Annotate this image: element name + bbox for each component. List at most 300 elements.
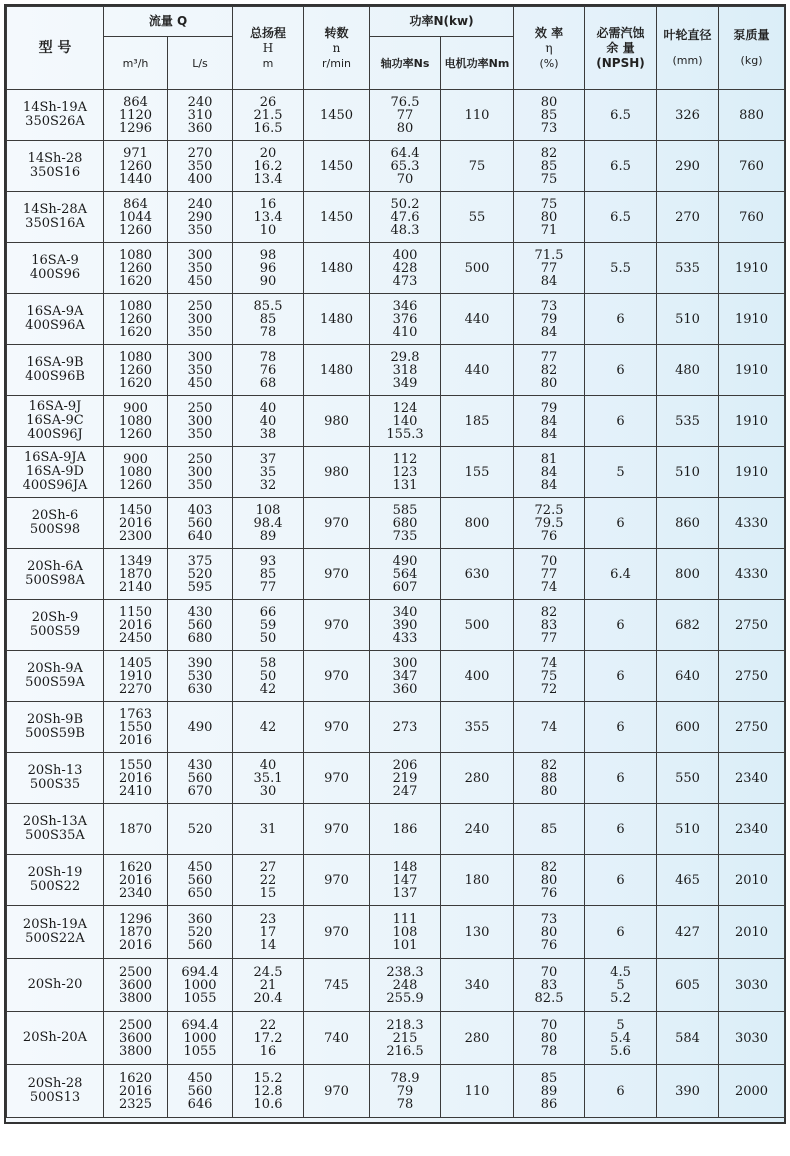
motor-power-cell: 280 — [441, 753, 514, 804]
header-mass: 泵质量 (kg) — [719, 7, 785, 90]
motor-power-cell: 75 — [441, 141, 514, 192]
header-power-motor: 电机功率Nm — [441, 37, 514, 90]
table-row — [7, 855, 785, 906]
flow-ls-value: 595 — [187, 579, 213, 595]
efficiency-cell — [514, 600, 585, 651]
efficiency-cell — [514, 549, 585, 600]
flow-m3h-cell — [104, 345, 168, 396]
npsh-cell — [585, 1065, 657, 1118]
model-value: 20Sh-13A — [22, 814, 88, 829]
flow-ls-value: 490 — [187, 719, 213, 735]
mass-cell: 1910 — [719, 243, 785, 294]
efficiency-value: 80 — [540, 783, 558, 799]
model-value: 400S96A — [25, 318, 85, 333]
flow-ls-value: 694.4 — [181, 1017, 219, 1033]
head-cell — [233, 1012, 304, 1065]
shaft-power-value: 218.3 — [386, 1017, 424, 1033]
table-row — [7, 345, 785, 396]
head-cell — [233, 345, 304, 396]
table-row — [7, 549, 785, 600]
flow-ls-cell — [168, 192, 233, 243]
npsh-cell — [585, 753, 657, 804]
impeller-cell: 535 — [657, 396, 719, 447]
npsh-cell — [585, 498, 657, 549]
model-cell — [7, 1065, 104, 1118]
flow-ls-cell — [168, 906, 233, 959]
model-value: 16SA-9B — [26, 355, 84, 370]
head-value: 22 — [259, 1017, 277, 1033]
head-value: 38 — [259, 426, 277, 442]
model-value: 500S59B — [25, 726, 85, 741]
model-value: 14Sh-28A — [22, 202, 88, 217]
model-cell — [7, 294, 104, 345]
flow-ls-value: 520 — [187, 821, 213, 837]
flow-ls-cell — [168, 549, 233, 600]
flow-ls-value: 1055 — [183, 990, 217, 1006]
head-value: 77 — [259, 579, 277, 595]
flow-ls-cell — [168, 345, 233, 396]
head-value: 16 — [259, 1043, 277, 1059]
header-npsh: 必需汽蚀 余 量 (NPSH) — [585, 7, 657, 90]
head-cell — [233, 1065, 304, 1118]
head-value: 68 — [259, 375, 277, 391]
mass-cell: 1910 — [719, 447, 785, 498]
efficiency-value: 84 — [540, 273, 558, 289]
shaft-power-value: 428 — [392, 260, 418, 276]
shaft-power-cell — [370, 600, 441, 651]
head-value: 58 — [259, 655, 277, 671]
head-value: 31 — [259, 821, 277, 837]
head-value: 85 — [259, 311, 277, 327]
head-value: 17.2 — [253, 1030, 283, 1046]
impeller-cell: 326 — [657, 90, 719, 141]
flow-m3h-value: 1044 — [118, 209, 153, 225]
model-value: 400S96B — [25, 369, 85, 384]
head-value: 10 — [259, 222, 277, 238]
flow-m3h-cell — [104, 753, 168, 804]
flow-m3h-value: 2500 — [118, 1017, 153, 1033]
flow-ls-value: 1055 — [183, 1043, 217, 1059]
npsh-value: 6 — [616, 821, 625, 837]
shaft-power-value: 186 — [392, 821, 418, 837]
mass-cell: 1910 — [719, 294, 785, 345]
npsh-cell — [585, 192, 657, 243]
head-value: 85.5 — [253, 298, 283, 314]
npsh-value: 6.5 — [610, 107, 631, 123]
head-value: 85 — [259, 566, 277, 582]
head-value: 17 — [259, 924, 277, 940]
flow-ls-value: 270 — [187, 145, 213, 161]
flow-ls-value: 240 — [187, 196, 213, 212]
impeller-cell: 290 — [657, 141, 719, 192]
head-cell — [233, 396, 304, 447]
flow-m3h-value: 1550 — [118, 757, 153, 773]
efficiency-value: 73 — [540, 120, 558, 136]
mass-cell: 2750 — [719, 600, 785, 651]
shaft-power-value: 147 — [392, 872, 418, 888]
shaft-power-value: 123 — [392, 464, 418, 480]
efficiency-value: 79.5 — [534, 515, 564, 531]
flow-ls-cell — [168, 651, 233, 702]
flow-m3h-value: 2016 — [118, 617, 153, 633]
flow-m3h-value: 1620 — [118, 859, 153, 875]
shaft-power-cell — [370, 1012, 441, 1065]
model-cell — [7, 804, 104, 855]
shaft-power-value: 108 — [392, 924, 418, 940]
header-power: 功率N(kw) — [370, 7, 514, 37]
head-cell — [233, 804, 304, 855]
flow-ls-value: 300 — [187, 464, 213, 480]
model-value: 16SA-9A — [26, 304, 84, 319]
efficiency-value: 85 — [540, 1070, 558, 1086]
flow-m3h-value: 2016 — [118, 732, 153, 748]
model-value: 20Sh-9B — [26, 712, 84, 727]
flow-m3h-cell — [104, 141, 168, 192]
head-value: 40 — [259, 757, 277, 773]
mass-cell: 4330 — [719, 498, 785, 549]
flow-ls-value: 300 — [187, 311, 213, 327]
flow-ls-cell — [168, 396, 233, 447]
impeller-cell: 605 — [657, 959, 719, 1012]
shaft-power-cell — [370, 549, 441, 600]
flow-m3h-value: 900 — [123, 451, 148, 467]
head-value: 108 — [255, 502, 281, 518]
shaft-power-value: 101 — [392, 937, 418, 953]
speed-cell: 970 — [304, 651, 370, 702]
npsh-value: 6 — [616, 719, 625, 735]
flow-m3h-value: 3800 — [118, 990, 153, 1006]
shaft-power-value: 70 — [396, 171, 414, 187]
flow-m3h-value: 1550 — [118, 719, 153, 735]
impeller-cell: 550 — [657, 753, 719, 804]
shaft-power-value: 47.6 — [390, 209, 420, 225]
shaft-power-cell — [370, 651, 441, 702]
efficiency-value: 74 — [540, 719, 558, 735]
efficiency-value: 88 — [540, 770, 558, 786]
head-cell — [233, 753, 304, 804]
table-row — [7, 192, 785, 243]
shaft-power-cell — [370, 959, 441, 1012]
table-row — [7, 294, 785, 345]
flow-ls-value: 250 — [187, 451, 213, 467]
npsh-cell — [585, 651, 657, 702]
flow-ls-value: 360 — [187, 120, 213, 136]
shaft-power-value: 255.9 — [386, 990, 424, 1006]
shaft-power-value: 390 — [392, 617, 418, 633]
efficiency-value: 76 — [540, 937, 558, 953]
head-value: 40 — [259, 413, 277, 429]
flow-m3h-cell — [104, 447, 168, 498]
head-cell — [233, 959, 304, 1012]
flow-m3h-value: 1080 — [118, 349, 153, 365]
flow-ls-value: 640 — [187, 528, 213, 544]
shaft-power-value: 77 — [396, 107, 414, 123]
efficiency-value: 74 — [540, 579, 558, 595]
npsh-cell — [585, 906, 657, 959]
impeller-cell: 510 — [657, 294, 719, 345]
speed-cell: 970 — [304, 1065, 370, 1118]
flow-ls-value: 560 — [187, 937, 213, 953]
table-row — [7, 702, 785, 753]
flow-ls-value: 1000 — [183, 1030, 217, 1046]
shaft-power-value: 247 — [392, 783, 418, 799]
model-value: 14Sh-19A — [22, 100, 88, 115]
flow-ls-cell — [168, 90, 233, 141]
head-value: 32 — [259, 477, 277, 493]
model-value: 20Sh-9A — [27, 661, 83, 676]
efficiency-value: 83 — [540, 617, 558, 633]
mass-cell: 2340 — [719, 804, 785, 855]
npsh-value: 6 — [616, 515, 625, 531]
flow-ls-value: 240 — [187, 94, 213, 110]
shaft-power-value: 50.2 — [390, 196, 420, 212]
flow-m3h-value: 2140 — [118, 579, 153, 595]
head-value: 23 — [259, 911, 277, 927]
flow-ls-value: 646 — [187, 1096, 213, 1112]
efficiency-cell — [514, 447, 585, 498]
flow-m3h-value: 1080 — [118, 247, 153, 263]
shaft-power-value: 433 — [392, 630, 418, 646]
flow-m3h-value: 1620 — [118, 324, 153, 340]
efficiency-cell — [514, 702, 585, 753]
flow-m3h-value: 1870 — [118, 566, 153, 582]
head-cell — [233, 447, 304, 498]
impeller-cell: 480 — [657, 345, 719, 396]
efficiency-value: 70 — [540, 553, 558, 569]
flow-m3h-value: 864 — [123, 94, 148, 110]
npsh-value: 6 — [616, 413, 625, 429]
speed-cell: 970 — [304, 702, 370, 753]
model-value: 400S96 — [29, 267, 81, 282]
mass-cell: 2010 — [719, 906, 785, 959]
npsh-cell — [585, 396, 657, 447]
impeller-cell: 270 — [657, 192, 719, 243]
model-value: 350S26A — [25, 114, 85, 129]
impeller-cell: 600 — [657, 702, 719, 753]
head-cell — [233, 192, 304, 243]
head-value: 10.6 — [253, 1096, 283, 1112]
efficiency-cell — [514, 90, 585, 141]
npsh-value: 5 — [616, 977, 625, 993]
model-value: 500S22A — [25, 931, 85, 946]
efficiency-cell — [514, 959, 585, 1012]
model-value: 20Sh-20 — [27, 977, 83, 992]
flow-ls-value: 430 — [187, 604, 213, 620]
npsh-cell — [585, 141, 657, 192]
npsh-value: 6 — [616, 872, 625, 888]
shaft-power-value: 148 — [392, 859, 418, 875]
speed-cell: 1450 — [304, 192, 370, 243]
shaft-power-value: 735 — [392, 528, 418, 544]
impeller-cell: 800 — [657, 549, 719, 600]
model-value: 20Sh-6A — [27, 559, 83, 574]
head-value: 13.4 — [253, 171, 283, 187]
flow-m3h-value: 1080 — [118, 464, 153, 480]
flow-ls-value: 694.4 — [181, 964, 219, 980]
flow-m3h-value: 971 — [123, 145, 148, 161]
speed-cell: 970 — [304, 906, 370, 959]
npsh-cell — [585, 1012, 657, 1065]
model-cell — [7, 141, 104, 192]
shaft-power-value: 340 — [392, 604, 418, 620]
flow-m3h-value: 1296 — [118, 911, 153, 927]
head-value: 50 — [259, 630, 277, 646]
flow-m3h-value: 2016 — [118, 1083, 153, 1099]
mass-cell: 1910 — [719, 396, 785, 447]
flow-m3h-value: 1260 — [118, 362, 153, 378]
shaft-power-value: 248 — [392, 977, 418, 993]
shaft-power-value: 155.3 — [386, 426, 424, 442]
flow-ls-value: 350 — [187, 222, 213, 238]
head-value: 21.5 — [253, 107, 283, 123]
model-value: 350S16A — [25, 216, 85, 231]
flow-m3h-value: 1080 — [118, 298, 153, 314]
flow-m3h-cell — [104, 192, 168, 243]
head-value: 16.2 — [253, 158, 283, 174]
speed-cell: 1450 — [304, 141, 370, 192]
flow-ls-cell — [168, 498, 233, 549]
efficiency-value: 79 — [540, 311, 558, 327]
flow-ls-value: 560 — [187, 1083, 213, 1099]
head-value: 90 — [259, 273, 277, 289]
flow-ls-value: 680 — [187, 630, 213, 646]
flow-ls-value: 450 — [187, 1070, 213, 1086]
impeller-cell: 510 — [657, 804, 719, 855]
shaft-power-cell — [370, 90, 441, 141]
efficiency-value: 85 — [540, 158, 558, 174]
flow-m3h-value: 2016 — [118, 872, 153, 888]
mass-cell: 4330 — [719, 549, 785, 600]
flow-ls-value: 310 — [187, 107, 213, 123]
flow-m3h-value: 1260 — [118, 260, 153, 276]
efficiency-cell — [514, 396, 585, 447]
npsh-value: 6 — [616, 924, 625, 940]
model-cell — [7, 447, 104, 498]
efficiency-value: 75 — [540, 668, 558, 684]
flow-m3h-value: 864 — [123, 196, 148, 212]
flow-ls-value: 350 — [187, 158, 213, 174]
shaft-power-value: 48.3 — [390, 222, 420, 238]
model-value: 20Sh-19 — [27, 865, 83, 880]
table-row — [7, 498, 785, 549]
efficiency-value: 83 — [540, 977, 558, 993]
motor-power-cell: 185 — [441, 396, 514, 447]
efficiency-value: 72 — [540, 681, 558, 697]
head-value: 15 — [259, 885, 277, 901]
model-value: 16SA-9JA — [23, 450, 87, 465]
efficiency-value: 81 — [540, 451, 558, 467]
head-value: 96 — [259, 260, 277, 276]
head-value: 15.2 — [253, 1070, 283, 1086]
mass-cell: 2750 — [719, 702, 785, 753]
npsh-cell — [585, 959, 657, 1012]
flow-ls-cell — [168, 600, 233, 651]
flow-m3h-value: 1870 — [118, 821, 153, 837]
efficiency-cell — [514, 855, 585, 906]
flow-m3h-value: 3600 — [118, 977, 153, 993]
head-cell — [233, 549, 304, 600]
efficiency-value: 82 — [540, 145, 558, 161]
npsh-value: 5 — [616, 464, 625, 480]
speed-cell: 970 — [304, 855, 370, 906]
shaft-power-cell — [370, 702, 441, 753]
head-value: 16.5 — [253, 120, 283, 136]
head-value: 93 — [259, 553, 277, 569]
flow-ls-value: 390 — [187, 655, 213, 671]
efficiency-value: 82 — [540, 859, 558, 875]
efficiency-value: 80 — [540, 209, 558, 225]
table-row — [7, 906, 785, 959]
shaft-power-value: 376 — [392, 311, 418, 327]
model-value: 20Sh-9 — [31, 610, 79, 625]
head-value: 12.8 — [253, 1083, 283, 1099]
shaft-power-cell — [370, 243, 441, 294]
flow-m3h-value: 2300 — [118, 528, 153, 544]
speed-cell: 970 — [304, 753, 370, 804]
head-value: 20.4 — [253, 990, 283, 1006]
efficiency-value: 71 — [540, 222, 558, 238]
flow-m3h-cell — [104, 959, 168, 1012]
flow-ls-value: 560 — [187, 770, 213, 786]
model-cell — [7, 396, 104, 447]
shaft-power-value: 131 — [392, 477, 418, 493]
model-value: 20Sh-6 — [31, 508, 79, 523]
flow-ls-value: 530 — [187, 668, 213, 684]
efficiency-cell — [514, 498, 585, 549]
flow-ls-value: 430 — [187, 757, 213, 773]
table-row — [7, 753, 785, 804]
efficiency-value: 84 — [540, 324, 558, 340]
efficiency-value: 84 — [540, 413, 558, 429]
head-value: 50 — [259, 668, 277, 684]
impeller-cell: 427 — [657, 906, 719, 959]
efficiency-cell — [514, 294, 585, 345]
motor-power-cell: 400 — [441, 651, 514, 702]
flow-m3h-cell — [104, 243, 168, 294]
head-value: 21 — [259, 977, 277, 993]
flow-ls-value: 375 — [187, 553, 213, 569]
motor-power-cell: 110 — [441, 1065, 514, 1118]
table-row — [7, 804, 785, 855]
shaft-power-value: 273 — [392, 719, 418, 735]
npsh-cell — [585, 90, 657, 141]
flow-m3h-value: 1349 — [118, 553, 153, 569]
flow-ls-value: 360 — [187, 911, 213, 927]
flow-m3h-value: 900 — [123, 400, 148, 416]
efficiency-value: 76 — [540, 528, 558, 544]
flow-ls-cell — [168, 141, 233, 192]
flow-m3h-value: 1870 — [118, 924, 153, 940]
npsh-value: 6 — [616, 617, 625, 633]
motor-power-cell: 55 — [441, 192, 514, 243]
table-row — [7, 141, 785, 192]
head-value: 16 — [259, 196, 277, 212]
head-cell — [233, 294, 304, 345]
model-cell — [7, 549, 104, 600]
shaft-power-cell — [370, 804, 441, 855]
efficiency-cell — [514, 651, 585, 702]
motor-power-cell: 500 — [441, 243, 514, 294]
flow-m3h-value: 2450 — [118, 630, 153, 646]
efficiency-cell — [514, 141, 585, 192]
model-value: 16SA-9C — [26, 413, 84, 428]
flow-m3h-value: 3800 — [118, 1043, 153, 1059]
flow-m3h-value: 1450 — [118, 502, 153, 518]
npsh-value: 5.2 — [610, 990, 631, 1006]
shaft-power-value: 78 — [396, 1096, 414, 1112]
flow-ls-value: 300 — [187, 413, 213, 429]
npsh-cell — [585, 600, 657, 651]
